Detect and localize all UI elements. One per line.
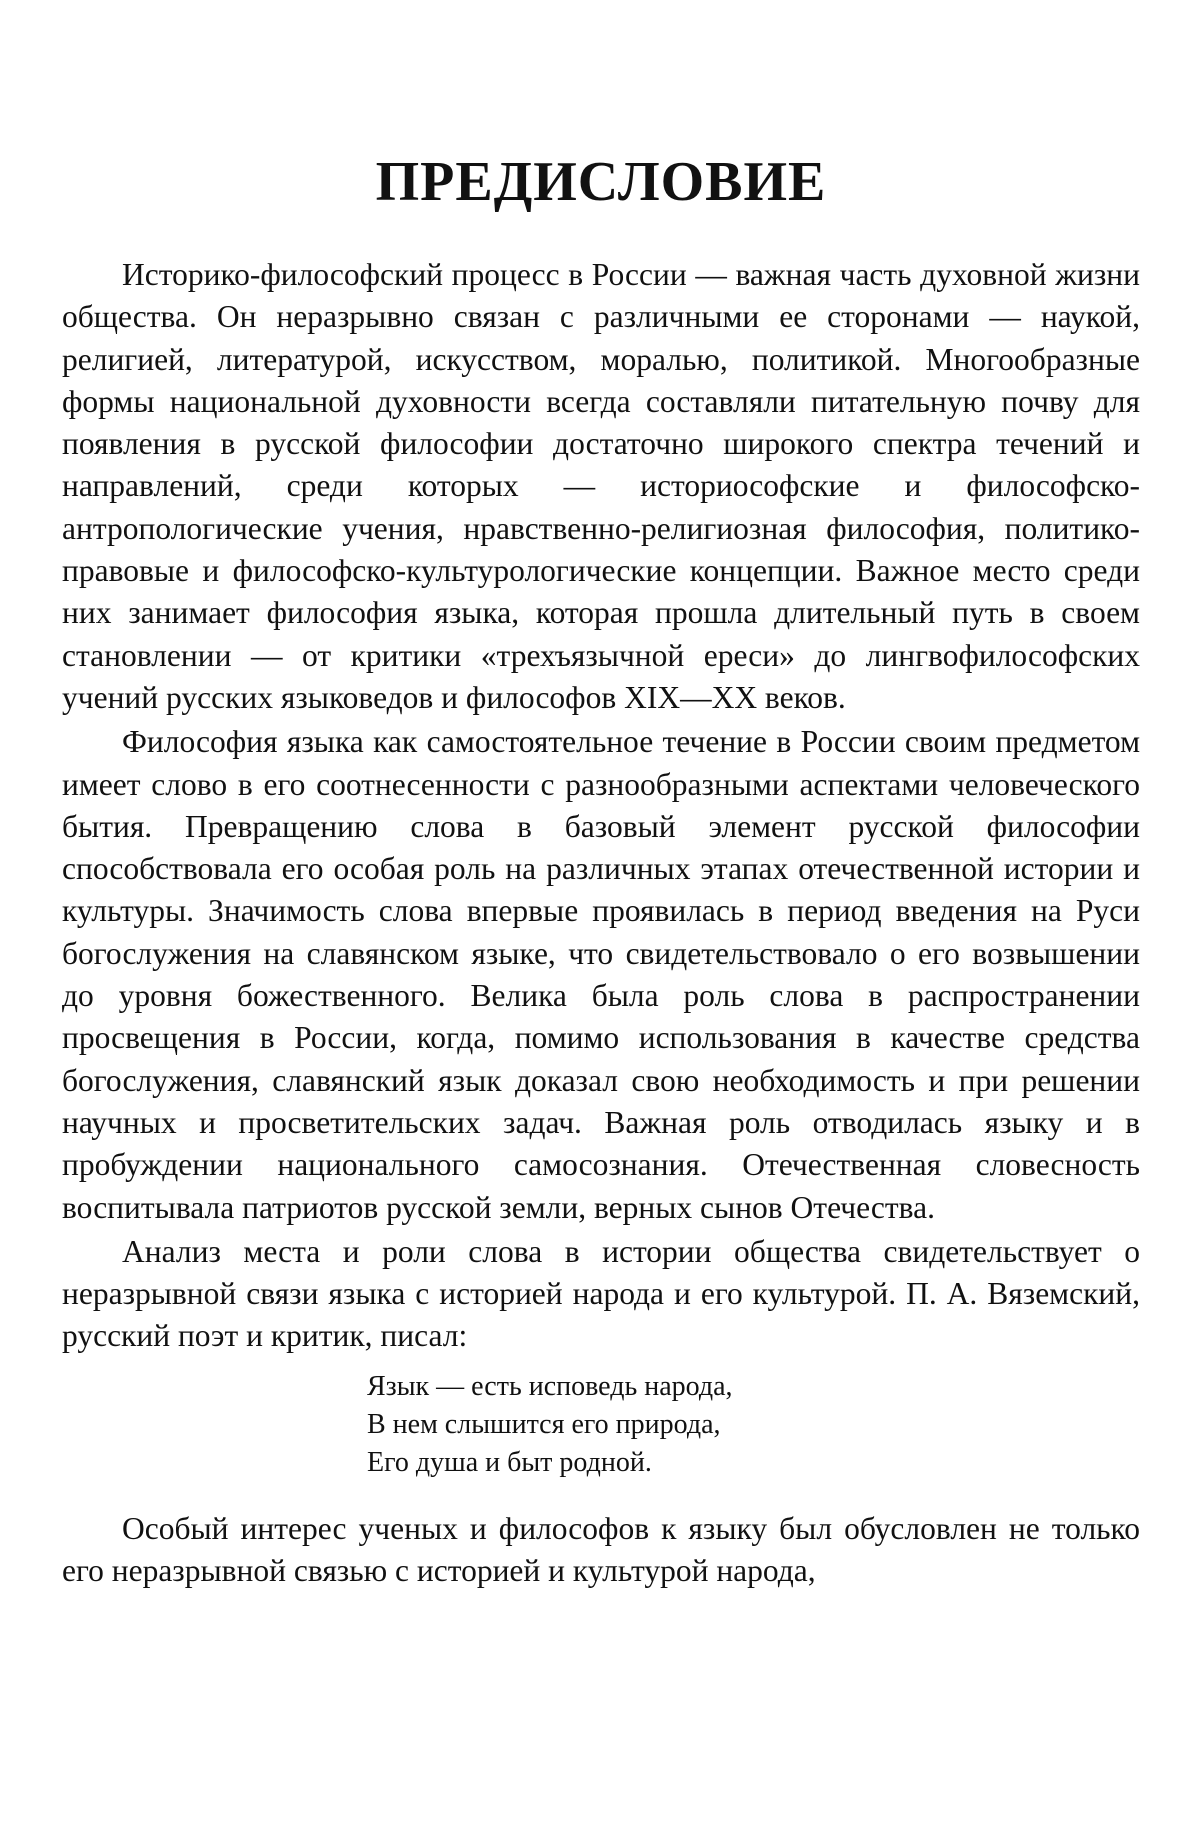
verse-line-3: Его душа и быт родной. [367,1446,652,1478]
book-page [62,0,1140,1592]
verse-line-2: В нем слышится его природа, [367,1408,721,1440]
verse-quote [367,1368,1140,1482]
paragraph-1: Историко-философский процесс в России — важная часть духовной жизни общества. Он неразрывно связан с различными ее сторонами — наукой, религией, литературой, искусством, моралью, политикой. Многообразные формы национальной духовности всегда составляли питательную почву для появления в русской философии достаточно широкого спектра течений и направлений, среди которых — историософские и философско-антропологические учения, нравственно-религиозная философия, политико-правовые и философско-культурологические концепции. Важное место среди них занимает философия языка, которая прошла длительный путь в своем становлении — от критики «трехъязычной ереси» до лингвофилософских учений русских языковедов и философов XIX—XX веков. [62,257,1140,715]
verse-line-1: Язык — есть исповедь народа, [367,1370,733,1402]
chapter-title: ПРЕДИСЛОВИЕ [375,151,827,213]
paragraph-3: Анализ места и роли слова в истории общества свидетельствует о неразрывной связи языка с историей народа и его культурой. П. А. Вяземский, русский поэт и критик, писал: [62,1233,1140,1354]
paragraph-2: Философия языка как самостоятельное течение в России своим предметом имеет слово в его соотнесенности с разнообразными аспектами человеческого бытия. Превращению слова в базовый элемент русской философии способствовала его особая роль на различных этапах отечественной истории и культуры. Значимость слова впервые проявилась в период введения на Руси богослужения на славянском языке, что свидетельствовало о его возвышении до уровня божественного. Велика была роль слова в распространении просвещения в России, когда, помимо использования в качестве средства богослужения, славянский язык доказал свою необходимость и при решении научных и просветительских задач. Важная роль отводилась языку и в пробуждении национального самосознания. Отечественная словесность воспитывала патриотов русской земли, верных сынов Отечества. [62,724,1140,1225]
paragraph-4: Особый интерес ученых и философов к языку был обусловлен не только его неразрывной связью с историей и культурой народа, [62,1510,1140,1589]
